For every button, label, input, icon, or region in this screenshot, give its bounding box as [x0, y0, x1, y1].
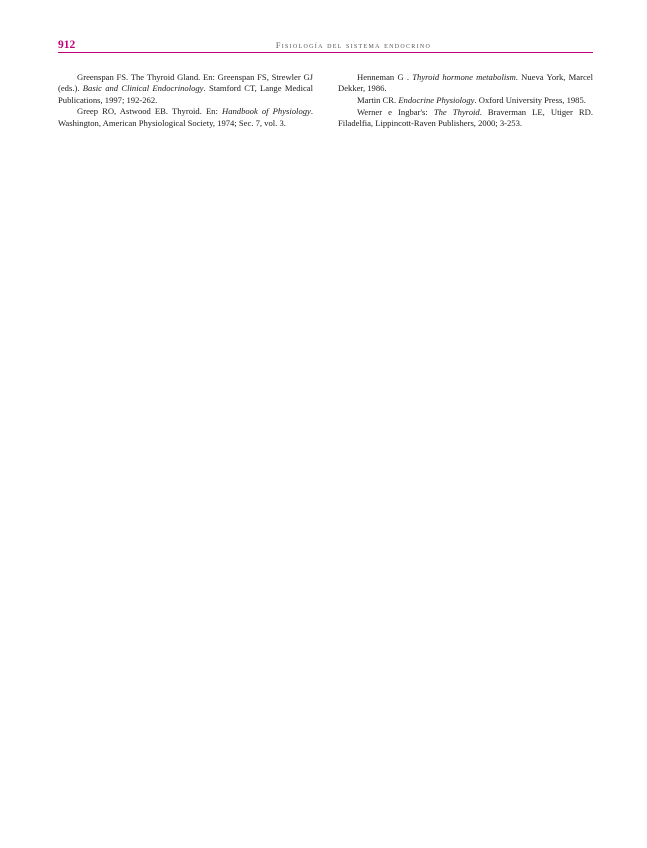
reference-text: Greep RO, Astwood EB. Thyroid. En:	[77, 106, 222, 117]
reference-title: Endocrine Physiology	[398, 95, 475, 106]
reference-entry	[58, 72, 313, 106]
reference-entry	[338, 95, 593, 106]
reference-text: . Washington, American Physiological Society, 1974; Sec. 7, vol. 3.	[58, 106, 314, 128]
references-left-column	[58, 72, 313, 129]
reference-entry	[338, 72, 593, 95]
reference-text: Greenspan FS. The Thyroid Gland. En: Greenspan FS, Strewler GJ (eds.).	[58, 72, 313, 94]
reference-title: Basic and Clinical Endocrinology	[82, 83, 204, 94]
reference-text: . Oxford University Press, 1985.	[474, 95, 586, 106]
running-title: Fisiología del sistema endocrino	[275, 41, 432, 50]
reference-title: Handbook of Physiology	[221, 106, 311, 117]
page-number: 912	[58, 39, 76, 51]
reference-title: Thyroid hormone metabolism	[412, 72, 516, 82]
reference-entry	[58, 106, 313, 129]
reference-text: Martin CR.	[357, 95, 399, 106]
reference-text: Henneman G .	[357, 72, 413, 82]
reference-text: . Nueva York, Marcel Dekker, 1986.	[338, 72, 593, 94]
references-right-column	[338, 72, 593, 130]
reference-entry	[338, 107, 593, 130]
reference-title: The Thyroid	[433, 106, 480, 117]
header-rule	[58, 52, 593, 53]
reference-text: . Stamford CT, Lange Medical Publications, 1997; 192-262.	[58, 83, 313, 105]
reference-text: Werner e Ingbar's:	[357, 106, 434, 117]
reference-text: . Braverman LE, Utiger RD. Filadelfia, Lippincott-Raven Publishers, 2000; 3-253.	[338, 106, 594, 129]
